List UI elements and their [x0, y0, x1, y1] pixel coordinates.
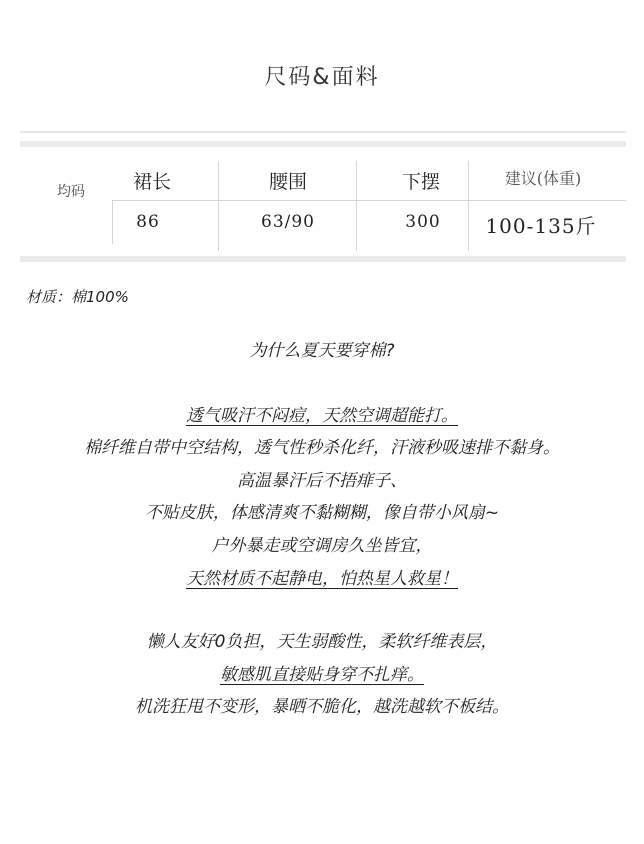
description-line-text: 敏感肌直接贴身穿不扎痒。: [220, 665, 424, 685]
table-divider: [218, 161, 219, 251]
value-waist: 63/90: [261, 212, 315, 232]
description-line: 户外暴走或空调房久坐皆宜，: [211, 536, 433, 556]
description-line: 不贴皮肤，体感清爽不黏糊糊，像自带小风扇~: [144, 503, 500, 523]
value-hem: 300: [405, 212, 441, 232]
header-hem: 下摆: [401, 171, 440, 193]
table-divider: [356, 161, 357, 251]
header-skirt-length: 裙长: [132, 171, 171, 193]
table-row-divider: [112, 200, 626, 201]
description-line: 棉纤维自带中空结构，透气性秒杀化纤，汗液秒吸速排不黏身。: [84, 438, 560, 458]
description-line: [0, 564, 644, 589]
value-suggested-weight: 100-135斤: [485, 214, 597, 238]
header-suggested-weight: 建议(体重): [504, 169, 582, 188]
description-line-text: 天然材质不起静电，怕热星人救星！: [186, 569, 458, 589]
description-line: 机洗狂甩不变形，暴晒不脆化，越洗越软不板结。: [135, 697, 509, 717]
divider-top-thin: [20, 131, 626, 133]
value-skirt-length: 86: [136, 212, 160, 232]
page-title: 尺码&面料: [264, 65, 380, 90]
material-text: 材质：棉100%: [26, 288, 129, 306]
header-waist: 腰围: [268, 171, 307, 193]
description-line: [0, 660, 644, 685]
divider-bottom-band: [20, 256, 626, 262]
divider-top-band: [20, 141, 626, 147]
row-label-one-size: 均码: [57, 184, 85, 200]
description-line: 懒人友好0负担，天生弱酸性，柔软纤维表层，: [146, 632, 498, 652]
description-line: [0, 401, 644, 426]
description-line-text: 透气吸汗不闷痘，天然空调超能打。: [186, 406, 458, 426]
description-line: 高温暴汗后不捂痱子、: [237, 471, 407, 491]
question-heading: 为什么夏天要穿棉?: [249, 341, 395, 361]
